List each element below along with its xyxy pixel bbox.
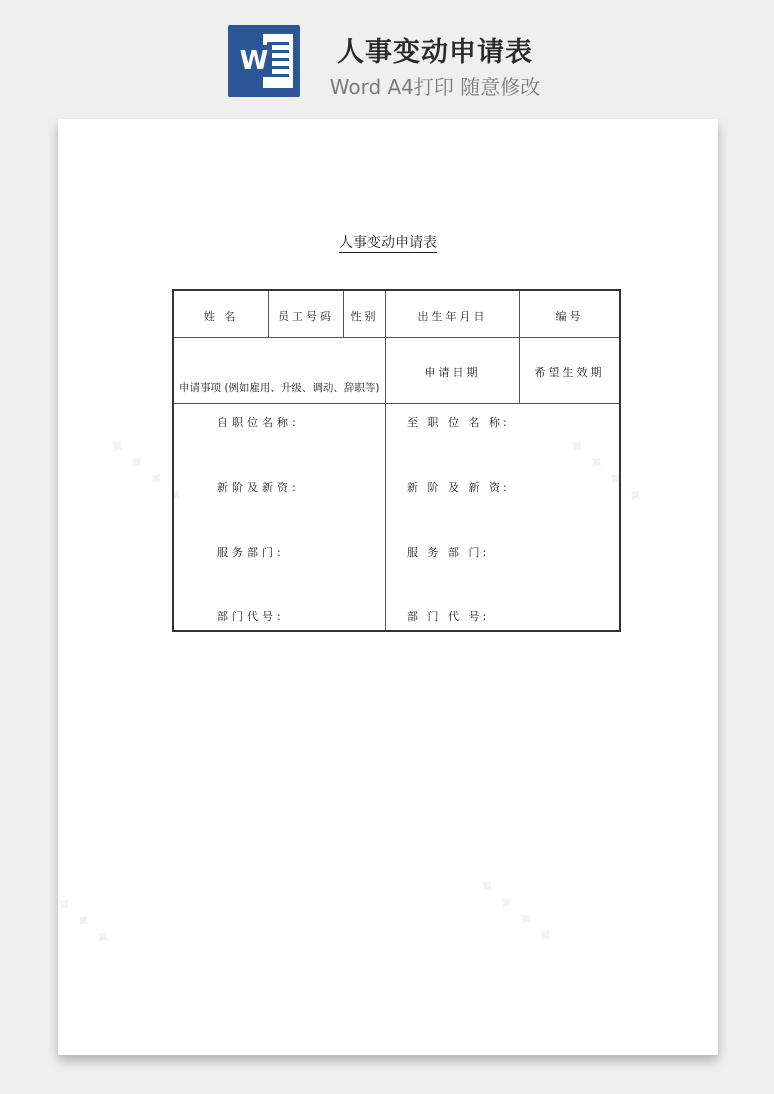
- label-to-dept-code: 部 门 代 号:: [407, 610, 490, 623]
- personnel-change-form: [172, 289, 621, 632]
- banner-subtitle: Word A4打印 随意修改: [329, 75, 541, 99]
- label-employee-no: 员工号码: [278, 310, 334, 323]
- watermark: ✦ ✦ ✦ ✦: [561, 431, 650, 512]
- label-from-position: 自职位名称:: [217, 416, 300, 429]
- watermark: ✦ ✦ ✦: [48, 889, 118, 954]
- label-gender: 性别: [350, 310, 379, 323]
- document-title: 人事变动申请表: [339, 235, 437, 251]
- label-from-dept-code: 部门代号:: [217, 610, 285, 623]
- label-from-grade-salary: 新阶及新资:: [217, 481, 300, 494]
- label-birth-date: 出生年月日: [417, 310, 488, 323]
- label-to-grade-salary: 新 阶 及 新 资:: [407, 481, 510, 494]
- watermark: ✦ ✦ ✦ ✦: [101, 431, 190, 512]
- label-effective-date: 希望生效期: [534, 366, 605, 379]
- label-to-position: 至 职 位 名 称:: [407, 416, 510, 429]
- label-to-department: 服 务 部 门:: [407, 546, 490, 559]
- label-name: 姓 名: [203, 310, 239, 323]
- word-icon: [228, 25, 300, 97]
- watermark: ✦ ✦ ✦ ✦: [471, 871, 560, 952]
- banner-title: 人事变动申请表: [337, 37, 533, 68]
- label-apply-date: 申请日期: [424, 366, 481, 379]
- page-header: [0, 0, 774, 110]
- word-icon-letter: W: [236, 45, 272, 77]
- document-page: [48, 119, 718, 1055]
- label-application-item: 申请事项 (例如雇用、升级、调动、辞职等): [179, 382, 380, 394]
- label-from-department: 服务部门:: [217, 546, 285, 559]
- label-serial-no: 编号: [555, 310, 584, 323]
